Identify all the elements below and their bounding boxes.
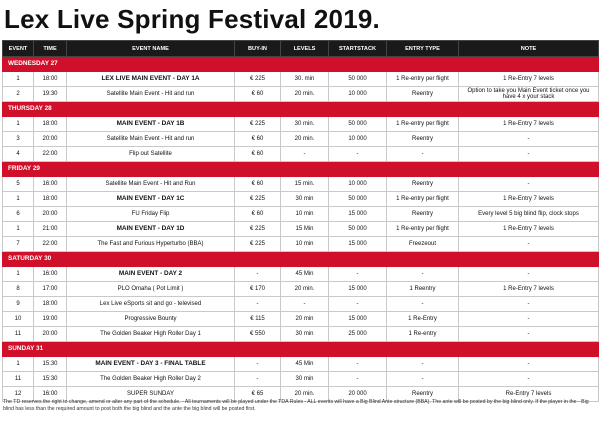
event-startstack: 50 000 [329,222,387,237]
table-row [3,207,599,222]
event-buy-in: € 60 [235,207,281,222]
event-entry-type: 1 Reentry [387,282,459,297]
event-buy-in: € 170 [235,282,281,297]
event-name: SUPER SUNDAY [67,387,235,402]
day-label: WEDNESDAY 27 [3,57,599,72]
event-levels: 20 min. [281,87,329,102]
event-time: 22:00 [34,237,67,252]
event-name: FU Friday Flip [67,207,235,222]
event-number: 5 [3,177,34,192]
event-name: The Golden Beaker High Roller Day 1 [67,327,235,342]
event-note: - [459,312,599,327]
day-label: THURSDAY 28 [3,102,599,117]
event-name: MAIN EVENT - DAY 3 - FINAL TABLE [67,357,235,372]
event-startstack: 15 000 [329,312,387,327]
event-number: 9 [3,297,34,312]
event-time: 16:00 [34,267,67,282]
column-header-time: TIME [34,41,67,57]
event-levels: 30. min [281,72,329,87]
event-time: 21:00 [34,222,67,237]
event-buy-in: € 225 [235,222,281,237]
table-row [3,357,599,372]
event-note: - [459,132,599,147]
table-row [3,117,599,132]
event-entry-type: 1 Re-Entry [387,312,459,327]
event-number: 1 [3,192,34,207]
footer-note: The TD reserves the right to change, amend or alter any part of the schedule. - All tournaments will be played under the TDA Rules - ALL events will have a Big Blind Ante structure (BBA). The ante will be posted by the big blind only. If the player in the - Big blind has less than the required amount to post both the big blind and the ante the big blind will be posted first. [3,399,589,412]
event-entry-type: Freezeout [387,237,459,252]
event-time: 20:00 [34,327,67,342]
event-levels: 10 min [281,207,329,222]
day-header-row [3,102,599,117]
event-entry-type: Reentry [387,132,459,147]
event-name: MAIN EVENT - DAY 1B [67,117,235,132]
event-entry-type: Reentry [387,177,459,192]
event-name: Lex Live eSports sit and go - televised [67,297,235,312]
event-levels: 30 min [281,372,329,387]
event-number: 11 [3,372,34,387]
event-entry-type: Reentry [387,87,459,102]
event-number: 10 [3,312,34,327]
event-time: 19:30 [34,87,67,102]
event-entry-type: - [387,357,459,372]
event-name: MAIN EVENT - DAY 2 [67,267,235,282]
event-time: 18:00 [34,192,67,207]
event-time: 15:30 [34,372,67,387]
table-row [3,372,599,387]
event-buy-in: - [235,372,281,387]
event-buy-in: € 115 [235,312,281,327]
event-startstack: - [329,267,387,282]
event-levels: - [281,147,329,162]
event-entry-type: - [387,372,459,387]
event-note: - [459,327,599,342]
event-startstack: 20 000 [329,387,387,402]
event-buy-in: € 225 [235,72,281,87]
day-label: SUNDAY 31 [3,342,599,357]
column-header-event-name: EVENT NAME [67,41,235,57]
event-levels: 20 min. [281,387,329,402]
column-header-buy-in: BUY-IN [235,41,281,57]
event-note: - [459,372,599,387]
event-name: Satellite Main Event - Hit and Run [67,177,235,192]
event-time: 20:00 [34,207,67,222]
event-levels: 45 Min [281,267,329,282]
event-time: 19:00 [34,312,67,327]
day-header-row [3,162,599,177]
event-number: 12 [3,387,34,402]
event-entry-type: Reentry [387,387,459,402]
event-note: Every level 5 big blind flip, clock stops [459,207,599,222]
event-number: 8 [3,282,34,297]
page-title: Lex Live Spring Festival 2019. [4,4,380,34]
day-header-row [3,57,599,72]
event-name: Flip out Satellite [67,147,235,162]
event-note: 1 Re-Entry 7 levels [459,222,599,237]
event-startstack: 15 000 [329,207,387,222]
event-startstack: 10 000 [329,87,387,102]
event-entry-type: 1 Re-entry per flight [387,117,459,132]
table-row [3,87,599,102]
event-name: Satellite Main Event - Hit and run [67,87,235,102]
event-note: - [459,267,599,282]
event-note: - [459,177,599,192]
table-row [3,192,599,207]
event-name: MAIN EVENT - DAY 1D [67,222,235,237]
event-time: 16:00 [34,387,67,402]
day-header-row [3,342,599,357]
event-number: 1 [3,267,34,282]
event-buy-in: - [235,297,281,312]
event-entry-type: 1 Re-entry per flight [387,222,459,237]
event-number: 4 [3,147,34,162]
event-number: 1 [3,117,34,132]
event-startstack: 25 000 [329,327,387,342]
event-name: MAIN EVENT - DAY 1C [67,192,235,207]
event-levels: 20 min [281,312,329,327]
table-row [3,312,599,327]
event-startstack: 15 000 [329,282,387,297]
event-note: Option to take you Main Event ticket once you have 4 x your stack [459,87,599,102]
event-buy-in: € 60 [235,132,281,147]
event-startstack: - [329,297,387,312]
event-startstack: - [329,372,387,387]
event-entry-type: 1 Re-entry [387,327,459,342]
event-number: 2 [3,87,34,102]
event-name: The Fast and Furious Hyperturbo (BBA) [67,237,235,252]
event-entry-type: 1 Re-entry per flight [387,192,459,207]
event-buy-in: € 550 [235,327,281,342]
event-number: 6 [3,207,34,222]
event-number: 3 [3,132,34,147]
event-levels: 45 Min [281,357,329,372]
event-entry-type: - [387,147,459,162]
event-startstack: - [329,147,387,162]
event-name: The Golden Beaker High Roller Day 2 [67,372,235,387]
header-row [3,41,599,57]
event-levels: 15 min. [281,177,329,192]
event-startstack: 50 000 [329,117,387,132]
event-buy-in: € 225 [235,117,281,132]
event-note: 1 Re-Entry 7 levels [459,72,599,87]
event-time: 16:00 [34,177,67,192]
schedule-table [2,40,599,402]
event-number: 11 [3,327,34,342]
column-header-entry-type: ENTRY TYPE [387,41,459,57]
event-buy-in: € 60 [235,147,281,162]
event-note: 1 Re-Entry 7 levels [459,117,599,132]
event-buy-in: € 225 [235,237,281,252]
event-startstack: 10 000 [329,132,387,147]
event-buy-in: € 225 [235,192,281,207]
event-buy-in: - [235,267,281,282]
event-levels: - [281,297,329,312]
table-row [3,132,599,147]
table-row [3,297,599,312]
event-buy-in: - [235,357,281,372]
event-number: 1 [3,222,34,237]
event-number: 1 [3,357,34,372]
event-levels: 20 min. [281,282,329,297]
table-row [3,327,599,342]
day-label: FRIDAY 29 [3,162,599,177]
event-entry-type: 1 Re-entry per flight [387,72,459,87]
event-note: 1 Re-Entry 7 levels [459,192,599,207]
event-levels: 30 min [281,327,329,342]
event-note: - [459,237,599,252]
event-buy-in: € 65 [235,387,281,402]
event-time: 22:00 [34,147,67,162]
event-time: 15:30 [34,357,67,372]
column-header-startstack: STARTSTACK [329,41,387,57]
event-name: PLO Omaha ( Pot Limit ) [67,282,235,297]
column-header-levels: LEVELS [281,41,329,57]
event-levels: 10 min [281,237,329,252]
table-row [3,267,599,282]
event-note: 1 Re-Entry 7 levels [459,282,599,297]
event-number: 1 [3,72,34,87]
table-row [3,222,599,237]
column-header-note: NOTE [459,41,599,57]
event-levels: 30 min [281,192,329,207]
event-levels: 15 Min [281,222,329,237]
event-entry-type: - [387,297,459,312]
event-note: - [459,357,599,372]
event-name: LEX LIVE MAIN EVENT - DAY 1A [67,72,235,87]
event-note: - [459,297,599,312]
event-startstack: 50 000 [329,192,387,207]
event-time: 17:00 [34,282,67,297]
event-buy-in: € 60 [235,177,281,192]
table-row [3,147,599,162]
event-levels: 30 min. [281,117,329,132]
event-startstack: 50 000 [329,72,387,87]
event-startstack: 15 000 [329,237,387,252]
table-row [3,177,599,192]
event-note: - [459,147,599,162]
event-name: Satellite Main Event - Hit and run [67,132,235,147]
event-time: 18:00 [34,72,67,87]
event-levels: 20 min. [281,132,329,147]
event-time: 20:00 [34,132,67,147]
event-entry-type: Reentry [387,207,459,222]
table-row [3,282,599,297]
event-name: Progressive Bounty [67,312,235,327]
column-header-event: EVENT [3,41,34,57]
event-time: 18:00 [34,117,67,132]
event-time: 18:00 [34,297,67,312]
day-label: SATURDAY 30 [3,252,599,267]
event-buy-in: € 60 [235,87,281,102]
table-row [3,72,599,87]
event-startstack: - [329,357,387,372]
event-number: 7 [3,237,34,252]
day-header-row [3,252,599,267]
schedule-body [3,57,599,402]
event-note: Re-Entry 7 levels [459,387,599,402]
event-entry-type: - [387,267,459,282]
event-startstack: 10 000 [329,177,387,192]
table-row [3,237,599,252]
